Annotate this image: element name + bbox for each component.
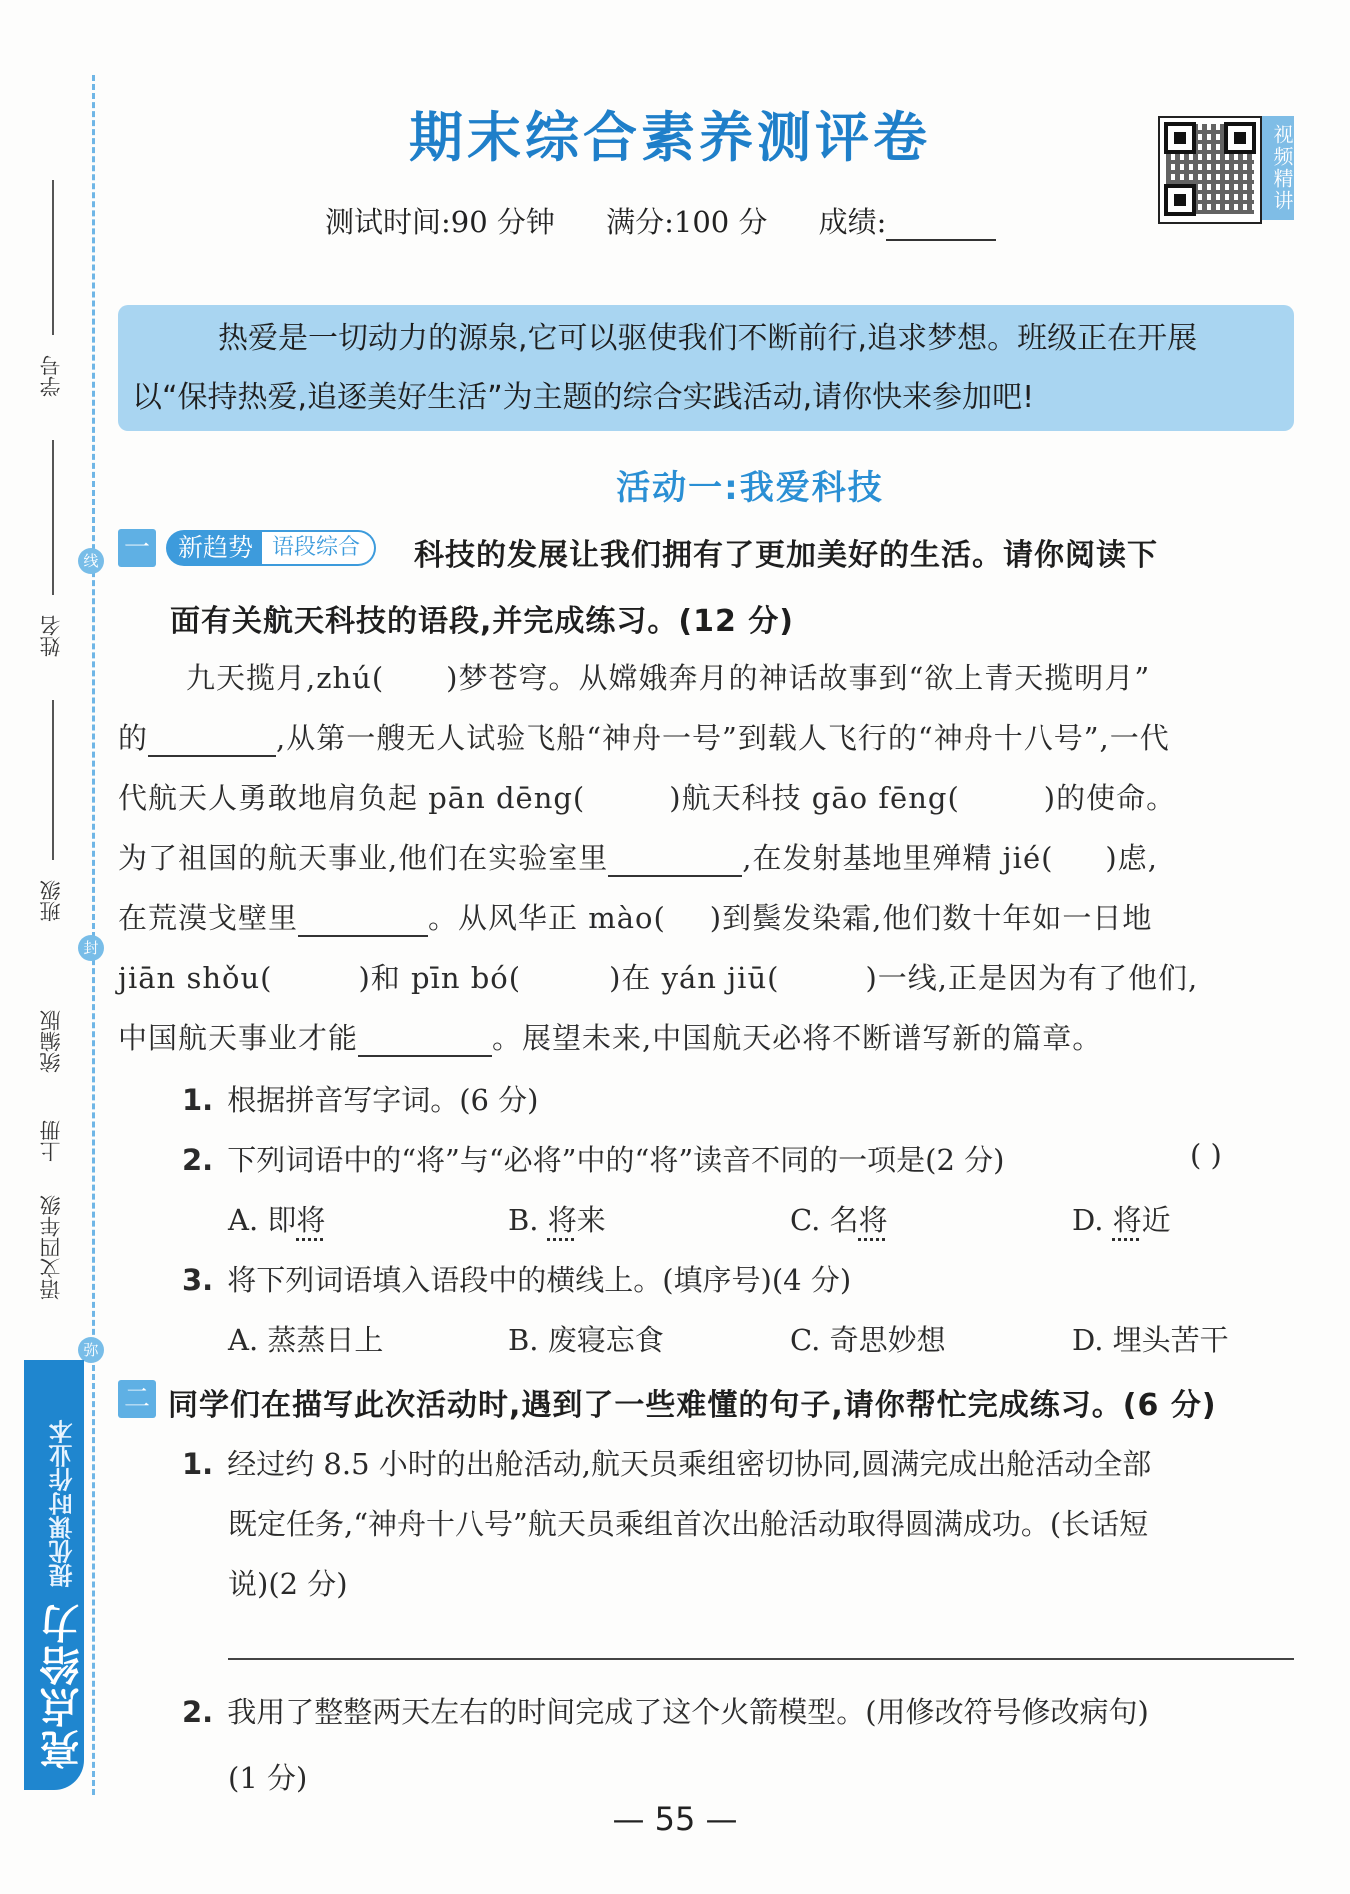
word-option-d: D. 埋头苦干	[1072, 1323, 1229, 1357]
brand-logo	[24, 1360, 86, 1790]
question-1-2: 2. 下列词语中的“将”与“必将”中的“将”读音不同的一项是(2 分)	[182, 1143, 1005, 1177]
intro-line-2: 以“保持热爱,追逐美好生活”为主题的综合实践活动,请你快来参加吧!	[132, 380, 1035, 415]
question-2-2: 2. 我用了整整两天左右的时间完成了这个火箭模型。(用修改符号修改病句)	[182, 1695, 1149, 1729]
tag-new-trend: 新趋势	[166, 530, 265, 566]
blank-field[interactable]	[148, 729, 276, 757]
option-c[interactable]: C. 名将	[790, 1203, 888, 1237]
passage-line-4: 为了祖国的航天事业,他们在实验室里 ,在发射基地里殚精 jié( )虑,	[118, 841, 1158, 875]
answer-line[interactable]	[228, 1658, 1294, 1660]
name-label: 姓名	[39, 615, 63, 657]
question-2-1-line-2: 既定任务,“神舟十八号”航天员乘组首次出舱活动取得圆满成功。(长话短	[228, 1507, 1149, 1541]
word-option-c: C. 奇思妙想	[790, 1323, 946, 1357]
tag-passage-type: 语段综合	[262, 530, 376, 566]
word-option-a: A. 蒸蒸日上	[228, 1323, 384, 1357]
class-line	[52, 700, 54, 860]
page-number: — 55 —	[612, 1800, 738, 1838]
subject-label: 语文四年级	[39, 1195, 63, 1300]
answer-paren[interactable]: ( )	[1190, 1138, 1222, 1172]
intro-line-1: 热爱是一切动力的源泉,它可以驱使我们不断前行,追求梦想。班级正在开展	[218, 321, 1198, 356]
option-a[interactable]: A. 即将	[228, 1203, 326, 1237]
option-d[interactable]: D. 将近	[1072, 1203, 1171, 1237]
student-id-line	[52, 180, 54, 335]
section-number-1: 一	[118, 529, 156, 567]
binding-mark-fill: 弥	[78, 1337, 104, 1363]
brand-name: 亮点给力	[40, 1602, 86, 1770]
score-label: 成绩:	[818, 205, 887, 239]
question-2-1: 1. 经过约 8.5 小时的出舱活动,航天员乘组密切协同,圆满完成出舱活动全部	[182, 1447, 1152, 1481]
passage-line-2: 的 ,从第一艘无人试验飞船“神舟一号”到载人飞行的“神舟十八号”,一代	[118, 721, 1170, 755]
section-1-heading-line-2: 面有关航天科技的语段,并完成练习。(12 分)	[170, 604, 795, 639]
class-label: 班级	[39, 880, 63, 922]
blank-field[interactable]	[358, 1029, 492, 1057]
question-1-1: 1. 根据拼音写字词。(6 分)	[182, 1083, 539, 1117]
volume-label: 上册	[39, 1120, 63, 1162]
passage-line-3: 代航天人勇敢地肩负起 pān dēng( )航天科技 gāo fēng( )的使命。	[118, 781, 1177, 815]
name-line	[52, 440, 54, 595]
word-option-b: B. 废寝忘食	[508, 1323, 664, 1357]
activity-heading: 活动一:我爱科技	[616, 468, 884, 508]
passage-line-6: jiān shǒu( )和 pīn bó( )在 yán jiū( )一线,正是因为有了他们,	[118, 961, 1199, 995]
intro-box	[118, 305, 1294, 431]
section-1-heading-line-1: 科技的发展让我们拥有了更加美好的生活。请你阅读下	[414, 538, 1158, 573]
passage-line-5: 在荒漠戈壁里 。从风华正 mào( )到鬓发染霜,他们数十年如一日地	[118, 901, 1153, 935]
question-2-2-line-2: (1 分)	[228, 1761, 308, 1795]
option-b[interactable]: B. 将来	[508, 1203, 606, 1237]
section-number-2: 二	[118, 1380, 156, 1418]
student-id-label: 学号	[39, 355, 63, 397]
passage-line-1: 九天揽月,zhú( )梦苍穹。从嫦娥奔月的神话故事到“欲上青天揽明月”	[186, 661, 1151, 695]
qr-code-icon[interactable]	[1158, 116, 1262, 224]
exam-full-score: 满分:100 分	[606, 205, 768, 239]
section-2-heading: 同学们在描写此次活动时,遇到了一些难懂的句子,请你帮忙完成练习。(6 分)	[168, 1388, 1217, 1423]
blank-field[interactable]	[298, 909, 428, 937]
video-tag[interactable]: 视频精讲	[1262, 116, 1294, 220]
score-field[interactable]	[886, 211, 996, 241]
binding-mark-seal: 封	[78, 935, 104, 961]
exam-meta	[325, 200, 1038, 241]
question-1-3: 3. 将下列词语填入语段中的横线上。(填序号)(4 分)	[182, 1263, 852, 1297]
question-2-1-line-3: 说)(2 分)	[228, 1567, 348, 1601]
passage-line-7: 中国航天事业才能 。展望未来,中国航天必将不断谱写新的篇章。	[118, 1021, 1103, 1055]
exam-time: 测试时间:90 分钟	[325, 205, 555, 239]
blank-field[interactable]	[608, 849, 742, 877]
page-title: 期末综合素养测评卷	[409, 105, 931, 169]
edition-label: 统编版	[39, 1010, 63, 1073]
binding-mark-line: 线	[78, 548, 104, 574]
brand-series: 提优课时作业本	[49, 1420, 77, 1589]
